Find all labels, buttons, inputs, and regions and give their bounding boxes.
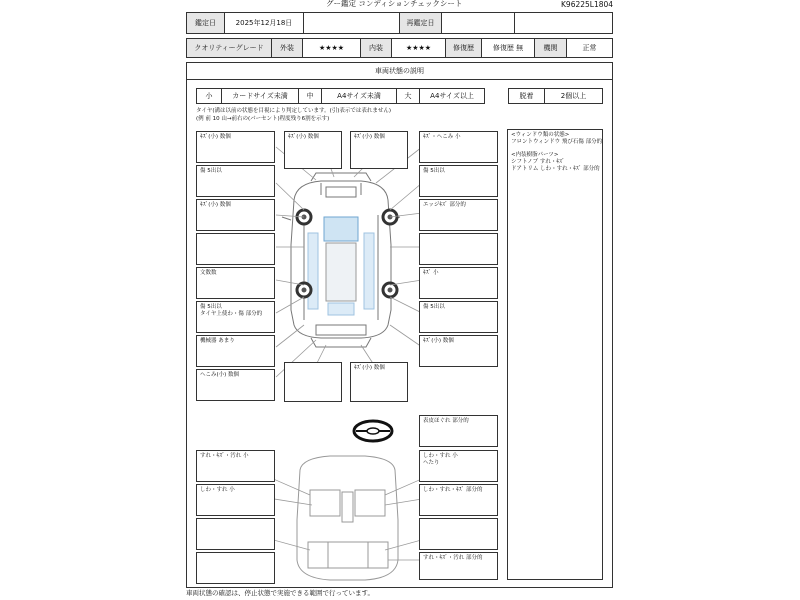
remarks-line5: ドアトリム しわ・すれ・ｷｽﾞ 部分的	[511, 166, 600, 172]
legend-medium-desc: A4サイズ未満	[321, 88, 397, 104]
damage-box-front-right: ｷｽﾞ・へこみ 小	[419, 131, 498, 163]
section-title: 車両状態の説明	[186, 62, 613, 80]
interior-box-driver-seat: しわ・すれ 小	[196, 484, 275, 516]
footer-note: 車両状態の確認は、停止状態で実施できる範囲で行っています。	[186, 589, 374, 597]
legend-medium: 中	[298, 88, 322, 104]
damage-box-rear-center-right: ｷｽﾞ(小) 数個	[350, 362, 408, 402]
interior-label: 内装	[360, 38, 392, 58]
legend-small: 小	[196, 88, 222, 104]
legend-flag-value: 2個以上	[544, 88, 603, 104]
reinspect-blank	[514, 12, 613, 34]
interior-box-left-mid	[196, 518, 275, 550]
damage-box-right-rear-door: ｷｽﾞ 小	[419, 267, 498, 299]
damage-box-left-front-door: ｷｽﾞ(小) 数個	[196, 199, 275, 231]
legend-small-desc: カードサイズ未満	[221, 88, 299, 104]
inspect-date-value: 2025年12月18日	[224, 12, 304, 34]
inspect-blank	[303, 12, 400, 34]
quality-grade-label: クオリティーグレード	[186, 38, 272, 58]
remarks-line1: <ウィンドウ類の状態>	[511, 132, 570, 138]
damage-box-left-rear-door: 文数数	[196, 267, 275, 299]
reinspect-date-label: 再鑑定日	[399, 12, 442, 34]
reinspect-date-value	[441, 12, 515, 34]
damage-box-right-front-door: エッジｷｽﾞ 部分的	[419, 199, 498, 231]
remarks-line3: <内装樹脂パーツ>	[511, 152, 559, 158]
tire-note-line1: タイヤ(溝は以前の状態を目視により判定しています。(引)表示では表れません)	[196, 108, 392, 114]
damage-box-left-fender: 傷 5出以	[196, 165, 275, 197]
exterior-label: 外装	[271, 38, 303, 58]
damage-box-rear-left: へこみ(小) 数個	[196, 369, 275, 401]
damage-box-right-pillar	[419, 233, 498, 265]
interior-box-front-left: すれ・ｷｽﾞ・汚れ 小	[196, 450, 275, 482]
damage-box-steering: 表皮ほぐれ 部分的	[419, 415, 498, 447]
legend-large: 大	[396, 88, 420, 104]
damage-box-right-fender: 傷 5出以	[419, 165, 498, 197]
steering-wheel-icon	[352, 418, 394, 444]
remarks-line4: シフトノブ すれ・ｷｽﾞ	[511, 159, 565, 165]
interior-box-front-right: しわ・すれ 小 へたり	[419, 450, 498, 482]
document-id: K96225L1804	[561, 0, 614, 9]
interior-rating: ★★★★	[391, 38, 446, 58]
legend-flag-label: 脱着	[508, 88, 545, 104]
damage-box-left-rear: 機械器 あまり	[196, 335, 275, 367]
interior-box-rear-seat: すれ・ｷｽﾞ・汚れ 部分的	[419, 552, 498, 580]
damage-box-front-left: ｷｽﾞ(小) 数個	[196, 131, 275, 163]
tire-note-line2: (例 前 10 山→前右の(パーセント)程度残り6割を示す)	[196, 116, 330, 122]
damage-box-left-pillar	[196, 233, 275, 265]
inspect-date-label: 鑑定日	[186, 12, 225, 34]
damage-box-right-quarter: 傷 5出以	[419, 301, 498, 333]
interior-car-diagram	[270, 450, 425, 590]
remarks-line2: フロントウィンドウ 飛び石傷 部分的	[511, 139, 603, 145]
engine-value: 正常	[566, 38, 613, 58]
damage-box-hood-right: ｷｽﾞ(小) 数個	[350, 131, 408, 169]
repair-history-value: 修復歴 無	[481, 38, 535, 58]
remarks-box	[507, 129, 603, 580]
damage-box-rear-center-left	[284, 362, 342, 402]
damage-box-right-rear: ｷｽﾞ(小) 数個	[419, 335, 498, 367]
sheet-title: グー鑑定 コンディションチェックシート	[326, 0, 463, 8]
exterior-rating: ★★★★	[302, 38, 361, 58]
interior-box-left-rear	[196, 552, 275, 584]
damage-box-hood-left: ｷｽﾞ(小) 数個	[284, 131, 342, 169]
engine-label: 機関	[534, 38, 567, 58]
damage-box-left-quarter: 傷 5出以 タイヤ上使わ・傷 部分的	[196, 301, 275, 333]
repair-history-label: 修復歴	[445, 38, 482, 58]
legend-large-desc: A4サイズ以上	[419, 88, 485, 104]
interior-box-right-mid	[419, 518, 498, 550]
interior-box-passenger-seat: しわ・すれ・ｷｽﾞ 部分的	[419, 484, 498, 516]
